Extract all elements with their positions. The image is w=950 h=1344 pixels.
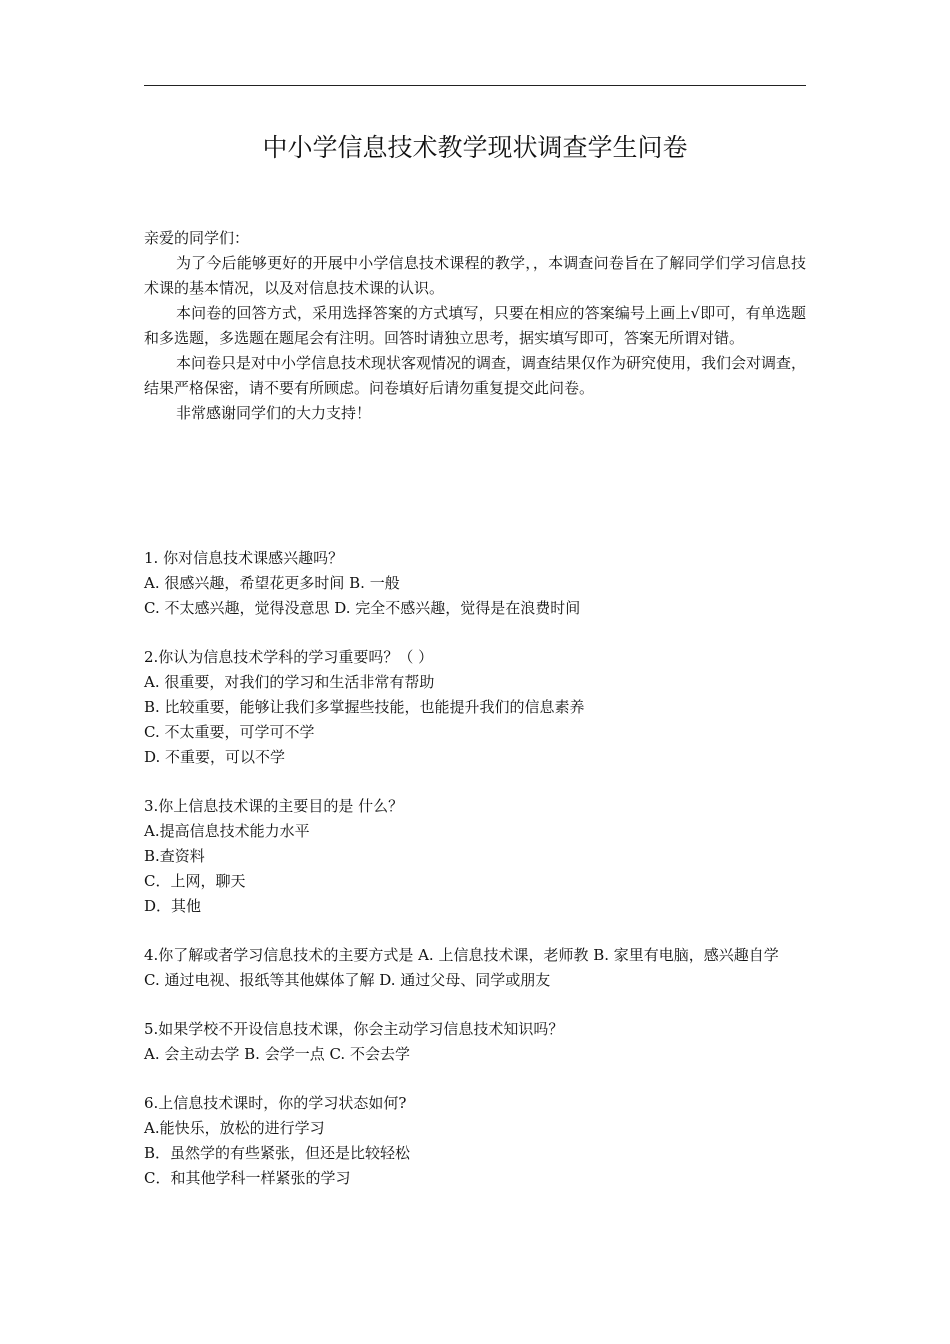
answer-option: D. 不重要，可以不学 — [144, 748, 286, 766]
document-title: 中小学信息技术教学现状调查学生问卷 — [262, 133, 688, 162]
question-5 — [144, 1017, 806, 1067]
answer-option: B.查资料 — [144, 847, 205, 865]
question-text: 6.上信息技术课时，你的学习状态如何? — [144, 1094, 407, 1112]
intro-paragraph: 本问卷只是对中小学信息技术现状客观情况的调查，调查结果仅作为研究使用，我们会对调查，结果严格保密，请不要有所顾虑。问卷填好后请勿重复提交此问卷。 — [144, 354, 807, 397]
answer-option: A.提高信息技术能力水平 — [144, 822, 310, 840]
answer-option: A. 很感兴趣，希望花更多时间 B. 一般 — [144, 574, 400, 592]
answer-option: B．虽然学的有些紧张，但还是比较轻松 — [144, 1144, 411, 1162]
answer-option: C. 通过电视、报纸等其他媒体了解 D. 通过父母、同学或朋友 — [144, 971, 551, 989]
question-4 — [144, 943, 806, 993]
answer-option: A. 很重要，对我们的学习和生活非常有帮助 — [144, 673, 435, 691]
question-text: 1. 你对信息技术课感兴趣吗？ — [144, 549, 344, 567]
question-3 — [144, 794, 806, 919]
answer-option: D．其他 — [144, 897, 202, 915]
question-6 — [144, 1091, 806, 1191]
answer-option: C. 不太重要，可学可不学 — [144, 723, 315, 741]
header-rule — [144, 85, 806, 86]
intro-paragraph: 本问卷的回答方式，采用选择答案的方式填写，只要在相应的答案编号上画上√即可，有单选题和多选题，多选题在题尾会有注明。回答时请独立思考，据实填写即可，答案无所谓对错。 — [144, 304, 806, 347]
answer-option: C．上网，聊天 — [144, 872, 246, 890]
question-1 — [144, 546, 806, 621]
answer-option: C. 不太感兴趣，觉得没意思 D. 完全不感兴趣，觉得是在浪费时间 — [144, 599, 581, 617]
answer-option: A. 会主动去学 B. 会学一点 C. 不会去学 — [144, 1045, 410, 1063]
intro-section — [144, 226, 806, 426]
question-text: 4.你了解或者学习信息技术的主要方式是 A. 上信息技术课，老师教 B. 家里有电脑，感兴趣自学 — [144, 946, 779, 964]
intro-paragraph: 非常感谢同学们的大力支持！ — [176, 404, 372, 422]
question-text: 3.你上信息技术课的主要目的是 什么？ — [144, 797, 404, 815]
intro-paragraph: 为了今后能够更好的开展中小学信息技术课程的教学，，本调查问卷旨在了解同学们学习信息技术课的基本情况，以及对信息技术课的认识。 — [144, 254, 806, 297]
greeting: 亲爱的同学们： — [144, 229, 250, 247]
question-text: 2.你认为信息技术学科的学习重要吗？（ ） — [144, 648, 434, 666]
answer-option: B. 比较重要，能够让我们多掌握些技能，也能提升我们的信息素养 — [144, 698, 585, 716]
question-2 — [144, 645, 806, 770]
question-list — [144, 546, 806, 1215]
question-text: 5.如果学校不开设信息技术课，你会主动学习信息技术知识吗？ — [144, 1020, 564, 1038]
answer-option: C．和其他学科一样紧张的学习 — [144, 1169, 351, 1187]
answer-option: A.能快乐，放松的进行学习 — [144, 1119, 325, 1137]
